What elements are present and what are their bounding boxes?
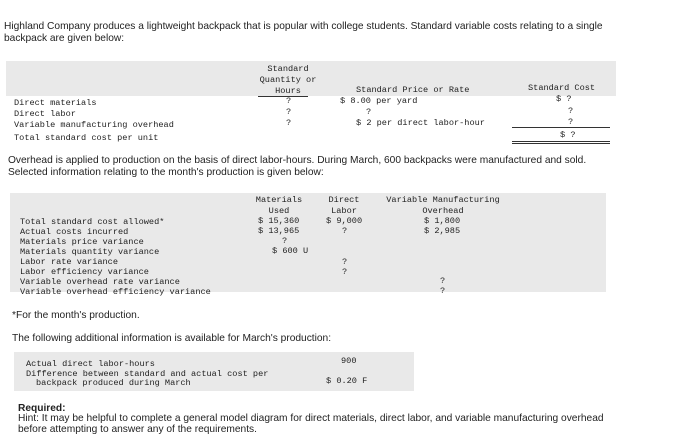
table2-row-materials: $ 13,965 bbox=[258, 226, 300, 236]
additional-info-intro: The following additional information is available for March's production: bbox=[12, 333, 332, 344]
col-labor-line-1: Direct bbox=[328, 195, 360, 205]
table2-row-labor: $ 9,000 bbox=[326, 216, 363, 226]
row-direct-labor-price: ? bbox=[366, 107, 372, 117]
row-direct-labor-label: Direct labor bbox=[14, 109, 76, 119]
actual-labor-hours-label: Actual direct labor-hours bbox=[26, 359, 155, 369]
cost-difference-value: $ 0.20 F bbox=[326, 376, 368, 386]
table2-row-labor: ? bbox=[342, 257, 348, 267]
cost-total-rule-2 bbox=[512, 143, 610, 144]
overhead-text-line-1: Overhead is applied to production on the basis of direct labor-hours. During March, 600 backpacks were manufactured and sold. bbox=[8, 155, 587, 166]
intro-line-2: backpack are given below: bbox=[4, 33, 125, 44]
table2-row-labor: ? bbox=[342, 267, 348, 277]
row-var-overhead-qty: ? bbox=[286, 118, 292, 128]
table2-row-overhead: ? bbox=[440, 276, 446, 286]
cost-difference-label-line-2: backpack produced during March bbox=[36, 378, 191, 388]
cost-subtotal-rule bbox=[512, 127, 610, 128]
footnote: *For the month's production. bbox=[12, 310, 140, 321]
table2-row-materials: $ 15,360 bbox=[258, 216, 300, 226]
total-standard-cost-label: Total standard cost per unit bbox=[14, 133, 159, 143]
col-materials-line-2: Used bbox=[268, 206, 290, 216]
row-direct-materials-label: Direct materials bbox=[14, 98, 97, 108]
row-var-overhead-cost: ? bbox=[568, 117, 574, 127]
row-var-overhead-label: Variable manufacturing overhead bbox=[14, 120, 174, 130]
required-hint-line-1: Hint: It may be helpful to complete a general model diagram for direct materials, direct labor, and variable manufacturing overhead bbox=[18, 413, 604, 424]
table2-row-label: Actual costs incurred bbox=[20, 227, 129, 237]
table2-row-overhead: $ 2,985 bbox=[424, 226, 461, 236]
required-hint-line-2: before attempting to answer any of the requirements. bbox=[18, 424, 257, 435]
col-overhead-line-1: Variable Manufacturing bbox=[386, 195, 500, 205]
col-overhead-line-2: Overhead bbox=[422, 206, 464, 216]
table2-row-materials: ? bbox=[282, 236, 288, 246]
overhead-text-line-2: Selected information relating to the month's production is given below: bbox=[8, 167, 324, 178]
row-direct-materials-cost: $ ? bbox=[556, 94, 572, 104]
table2-row-labor: ? bbox=[342, 226, 348, 236]
row-direct-labor-qty: ? bbox=[286, 107, 292, 117]
table2-row-label: Labor efficiency variance bbox=[20, 267, 149, 277]
table2-row-label: Labor rate variance bbox=[20, 257, 118, 267]
header-cost: Standard Cost bbox=[528, 83, 596, 93]
row-direct-materials-qty: ? bbox=[286, 96, 292, 106]
table2-row-label: Materials quantity variance bbox=[20, 247, 160, 257]
header-qty-line-3: Hours bbox=[275, 86, 301, 96]
header-price: Standard Price or Rate bbox=[356, 85, 470, 95]
table2-row-label: Variable overhead efficiency variance bbox=[20, 287, 211, 297]
header-qty-line-2: Quantity or bbox=[259, 75, 317, 85]
row-var-overhead-price: $ 2 per direct labor-hour bbox=[356, 118, 485, 128]
table2-row-label: Total standard cost allowed* bbox=[20, 217, 165, 227]
table2-row-label: Materials price variance bbox=[20, 237, 144, 247]
required-heading: Required: bbox=[18, 403, 66, 414]
col-materials-line-1: Materials bbox=[255, 195, 303, 205]
header-qty-line-1: Standard bbox=[267, 64, 309, 74]
table2-row-overhead: $ 1,800 bbox=[424, 216, 461, 226]
table2-row-label: Variable overhead rate variance bbox=[20, 277, 180, 287]
row-direct-labor-cost: ? bbox=[568, 106, 574, 116]
cost-total-rule-1 bbox=[512, 141, 610, 142]
row-direct-materials-price: $ 8.00 per yard bbox=[340, 96, 418, 106]
intro-line-1: Highland Company produces a lightweight backpack that is popular with college students. Standard variable costs relating to a single bbox=[4, 21, 603, 32]
total-standard-cost-value: $ ? bbox=[560, 130, 576, 140]
table2-row-overhead: ? bbox=[440, 286, 446, 296]
table2-row-materials: $ 600 U bbox=[272, 246, 309, 256]
actual-labor-hours-value: 900 bbox=[341, 356, 357, 366]
cost-difference-label-line-1: Difference between standard and actual cost per bbox=[26, 369, 269, 379]
col-labor-line-2: Labor bbox=[331, 206, 357, 216]
header-qty-underline bbox=[258, 96, 308, 97]
